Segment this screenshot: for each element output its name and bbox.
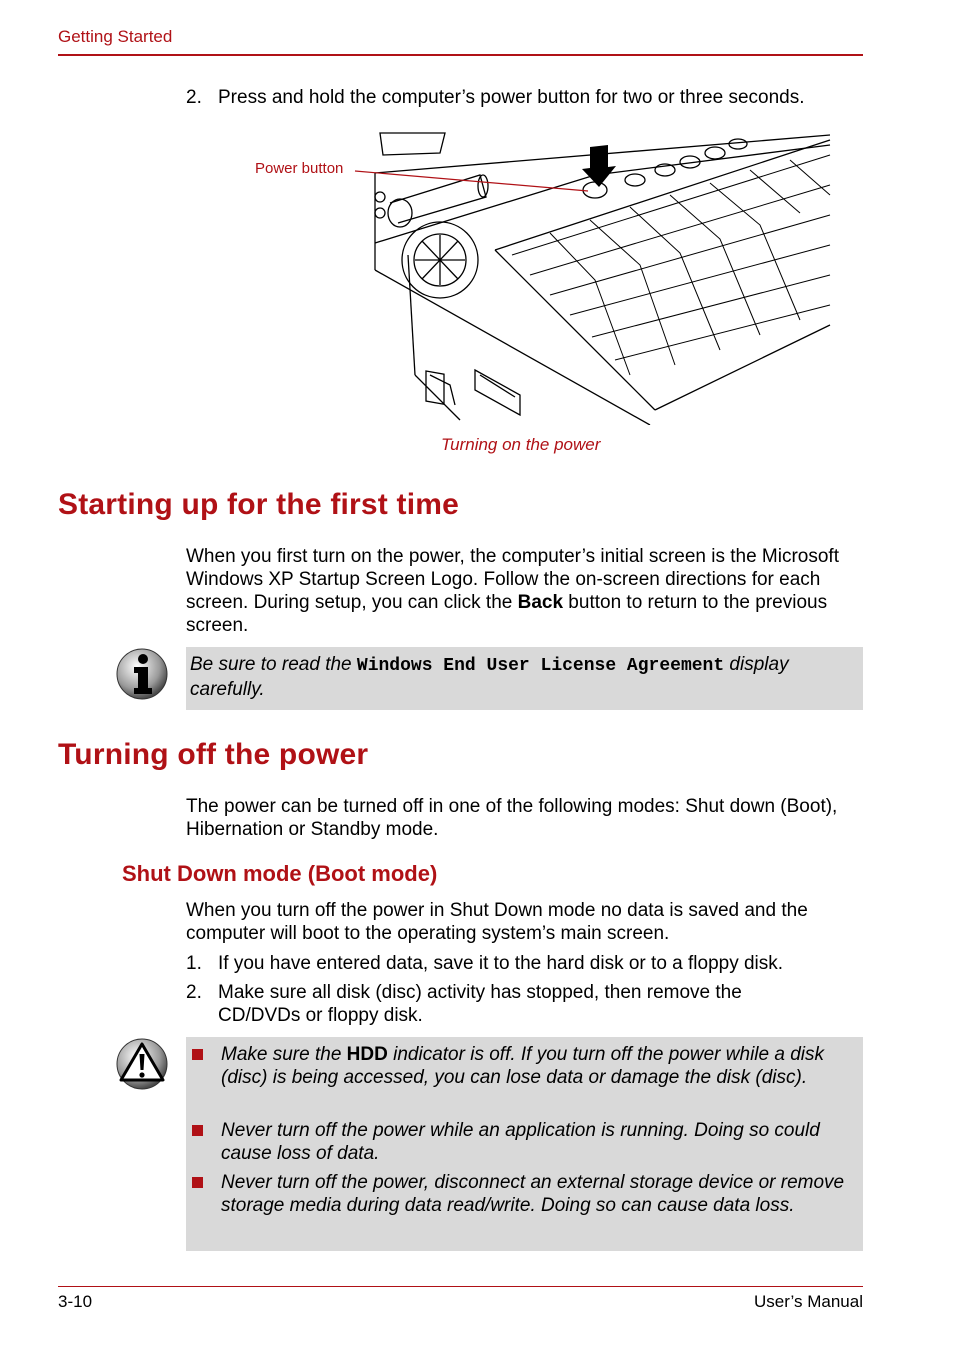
power-button-callout: Power button (255, 160, 344, 177)
bullet-marker (192, 1049, 203, 1060)
note-suffix: display carefully. (190, 654, 789, 700)
step-number: 2. (186, 87, 202, 108)
caution-1-suffix: indicator is off. If you turn off the power while a disk (disc) is being accessed, you can lose data or damage the disk (disc). (221, 1044, 824, 1088)
license-agreement-code: Windows End User License Agreement (356, 656, 725, 676)
page-number: 3-10 (58, 1292, 93, 1311)
subsection-title-shutdown: Shut Down mode (Boot mode) (122, 861, 438, 886)
bullet-marker (192, 1125, 203, 1136)
section-title-startup: Starting up for the first time (58, 488, 460, 521)
running-header: Getting Started (58, 27, 173, 46)
note-prefix: Be sure to read the (190, 654, 357, 675)
section-title-power-off: Turning off the power (58, 738, 369, 771)
footer-rule (58, 1286, 863, 1287)
startup-text-a: When you first turn on the power, the computer’s initial screen is the Microsoft Windows XP Startup Screen Logo. Follow the on-screen directions for each screen. During setup, you can click the (186, 546, 839, 613)
bullet-marker (192, 1177, 203, 1188)
shutdown-step-2 (186, 981, 866, 1029)
header-rule (58, 54, 863, 56)
step-text-line2: CD/DVDs or floppy disk. (218, 1005, 423, 1026)
shutdown-paragraph: When you turn off the power in Shut Down mode no data is saved and the computer will boot to the operating system’s main screen. (186, 900, 808, 944)
step-text: Press and hold the computer’s power button for two or three seconds. (218, 87, 805, 108)
figure-caption: Turning on the power (441, 435, 601, 454)
shutdown-step-1 (186, 952, 866, 976)
step-number: 1. (186, 953, 202, 974)
manual-title: User’s Manual (754, 1292, 863, 1311)
note-text (190, 653, 860, 701)
hdd-keyword: HDD (346, 1044, 388, 1065)
power-step (186, 86, 866, 110)
caution-1-prefix: Make sure the (221, 1044, 347, 1065)
caution-bullet-2: Never turn off the power while an application is running. Doing so could cause loss of data. (221, 1120, 820, 1164)
caution-bullet-3: Never turn off the power, disconnect an external storage device or remove storage media during data read/write. Doing so can cause data loss. (221, 1172, 845, 1216)
startup-text-b: button to return to the previous screen. (186, 592, 828, 636)
power-off-paragraph: The power can be turned off in one of the following modes: Shut down (Boot), Hibernation or Standby mode. (186, 796, 838, 840)
warning-icon (114, 1036, 170, 1092)
step-text: If you have entered data, save it to the hard disk or to a floppy disk. (218, 953, 784, 974)
caution-bullet-1 (221, 1043, 861, 1089)
back-keyword: Back (517, 592, 564, 613)
step-text-line1: Make sure all disk (disc) activity has stopped, then remove the (218, 982, 742, 1003)
startup-paragraph (186, 545, 866, 637)
step-number: 2. (186, 982, 202, 1003)
info-icon (114, 646, 170, 702)
